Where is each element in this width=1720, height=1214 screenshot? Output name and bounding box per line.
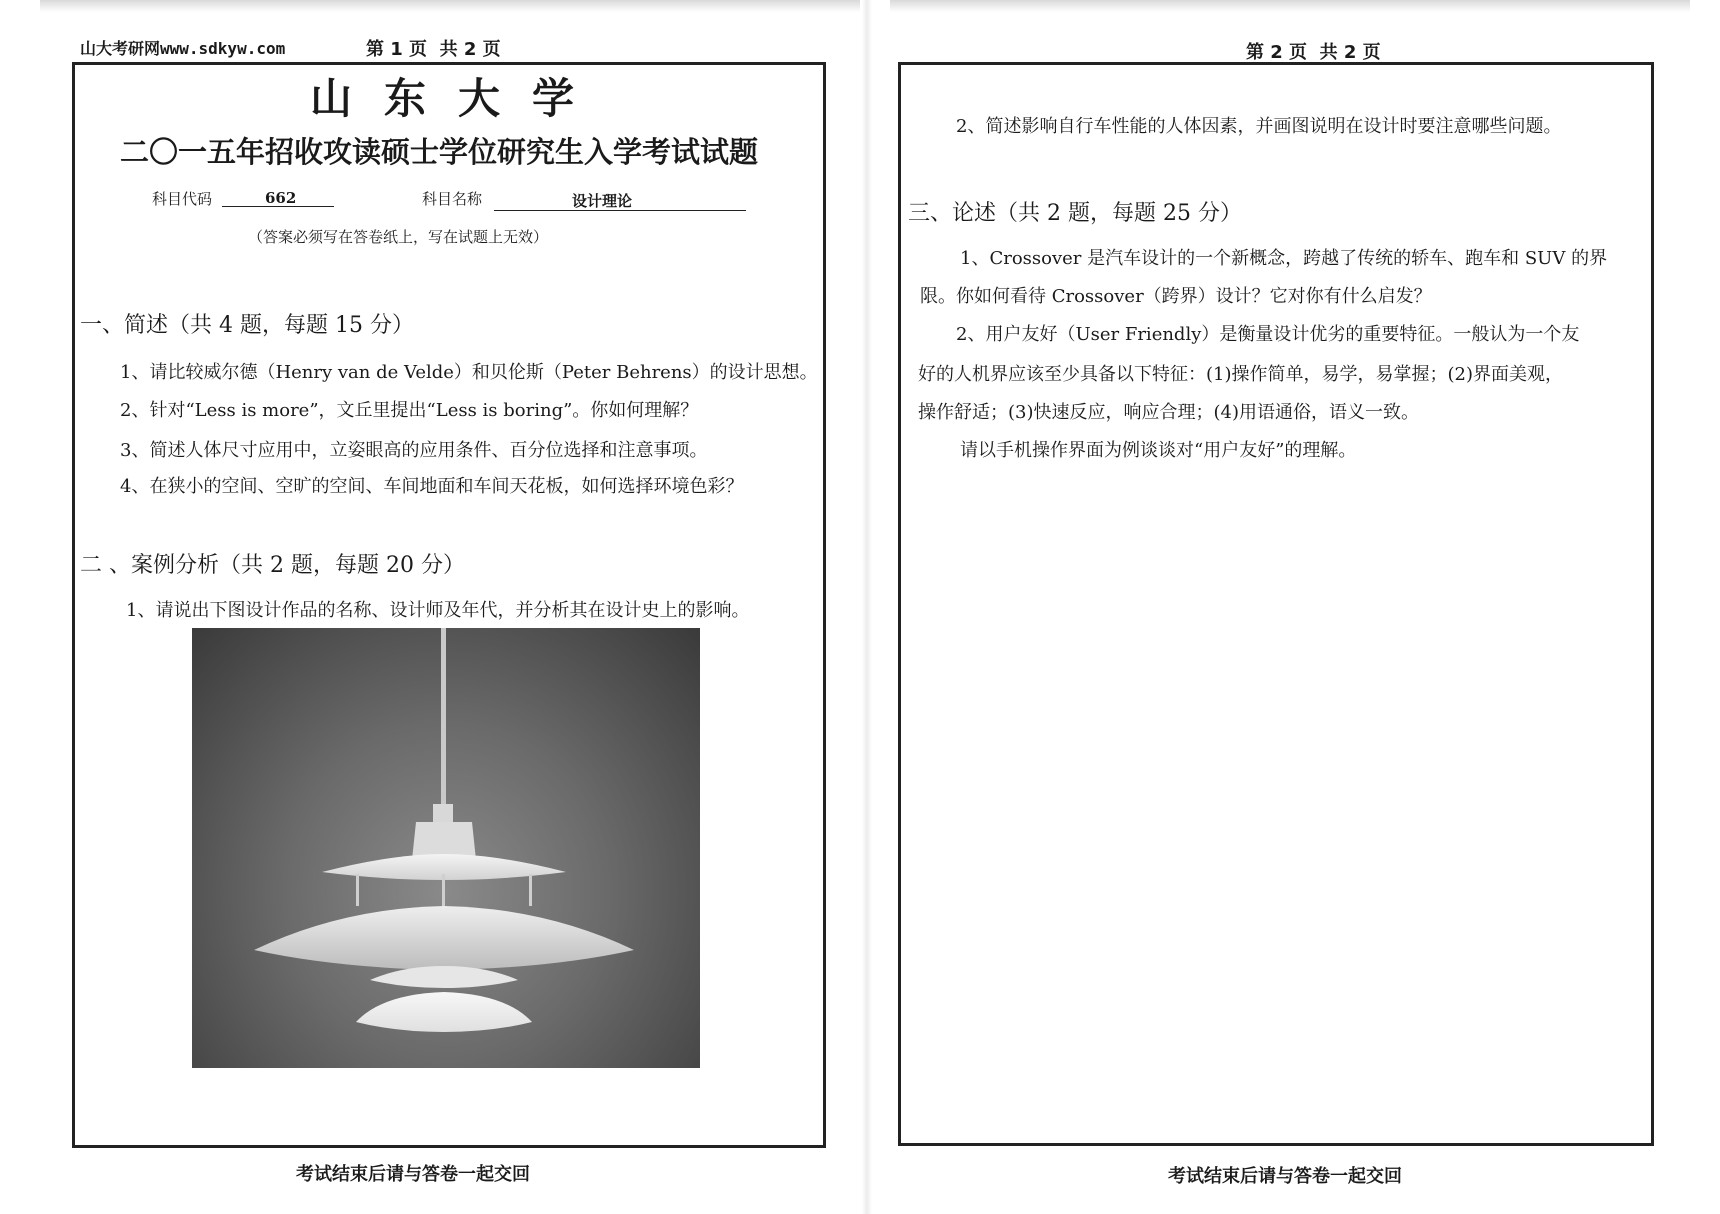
subject-name-label: 科目名称 [422,190,483,208]
subject-name-value: 设计理论 [572,192,633,210]
section2-question-1: 1、请说出下图设计作品的名称、设计师及年代，并分析其在设计史上的影响。 [126,600,750,621]
section3-q2-line3: 操作舒适；(3)快速反应，响应合理；(4)用语通俗，语义一致。 [918,402,1419,423]
lamp-lower-shade [370,966,518,988]
section2-heading: 二 、案例分析（共 2 题，每题 20 分） [80,553,465,578]
lamp-bottom-shade [356,992,532,1032]
section1-question-3: 3、简述人体尺寸应用中，立姿眼高的应用条件、百分位选择和注意事项。 [120,440,708,461]
subject-code-value: 662 [265,189,297,207]
lamp-rod-right [529,874,532,906]
section3-q1-line1: 1、Crossover 是汽车设计的一个新概念，跨越了传统的轿车、跑车和 SUV 的界 [960,248,1608,269]
lamp-socket [433,804,453,822]
section1-question-1: 1、请比较威尔德（Henry van de Velde）和贝伦斯（Peter Behrens）的设计思想。 [120,362,818,383]
page2-footer: 考试结束后请与答卷一起交回 [1168,1166,1402,1187]
section1-question-4: 4、在狭小的空间、空旷的空间、车间地面和车间天花板，如何选择环境色彩？ [120,476,744,497]
lamp-middle-shade [254,906,634,970]
pendant-lamp-photo [192,628,700,1068]
section3-q1-line2: 限。你如何看待 Crossover（跨界）设计？它对你有什么启发？ [920,286,1432,307]
page-fold [862,0,872,1214]
section1-question-2: 2、针对“Less is more”，文丘里提出“Less is boring”。你如何理解？ [120,400,699,421]
watermark-text: 山大考研网www.sdkyw.com [80,39,286,58]
section3-heading: 三、论述（共 2 题，每题 25 分） [908,201,1242,226]
section3-q2-line2: 好的人机界应该至少具备以下特征：(1)操作简单，易学，易掌握；(2)界面美观， [918,364,1563,385]
section3-q2-line4: 请以手机操作界面为例谈谈对“用户友好”的理解。 [960,440,1357,461]
lamp-cord [441,628,446,806]
page1-footer: 考试结束后请与答卷一起交回 [296,1164,530,1185]
answer-notice: （答案必须写在答卷纸上，写在试题上无效） [248,228,549,246]
lamp-rod-left [356,874,359,906]
section1-heading: 一、简述（共 4 题，每题 15 分） [80,313,414,338]
page1-top-shadow [40,0,860,12]
university-title: 山东大学 [310,74,607,123]
pendant-lamp-illustration [192,628,700,1068]
exam-title: 二〇一五年招收攻读硕士学位研究生入学考试试题 [120,135,759,169]
section3-q2-line1: 2、用户友好（User Friendly）是衡量设计优劣的重要特征。一般认为一个友 [956,324,1580,345]
section2-question-2: 2、简述影响自行车性能的人体因素，并画图说明在设计时要注意哪些问题。 [956,116,1562,137]
page2-indicator: 第 2 页 共 2 页 [1246,42,1381,63]
page1-indicator: 第 1 页 共 2 页 [366,39,501,60]
subject-code-label: 科目代码 [152,190,213,208]
page2-top-shadow [890,0,1690,12]
